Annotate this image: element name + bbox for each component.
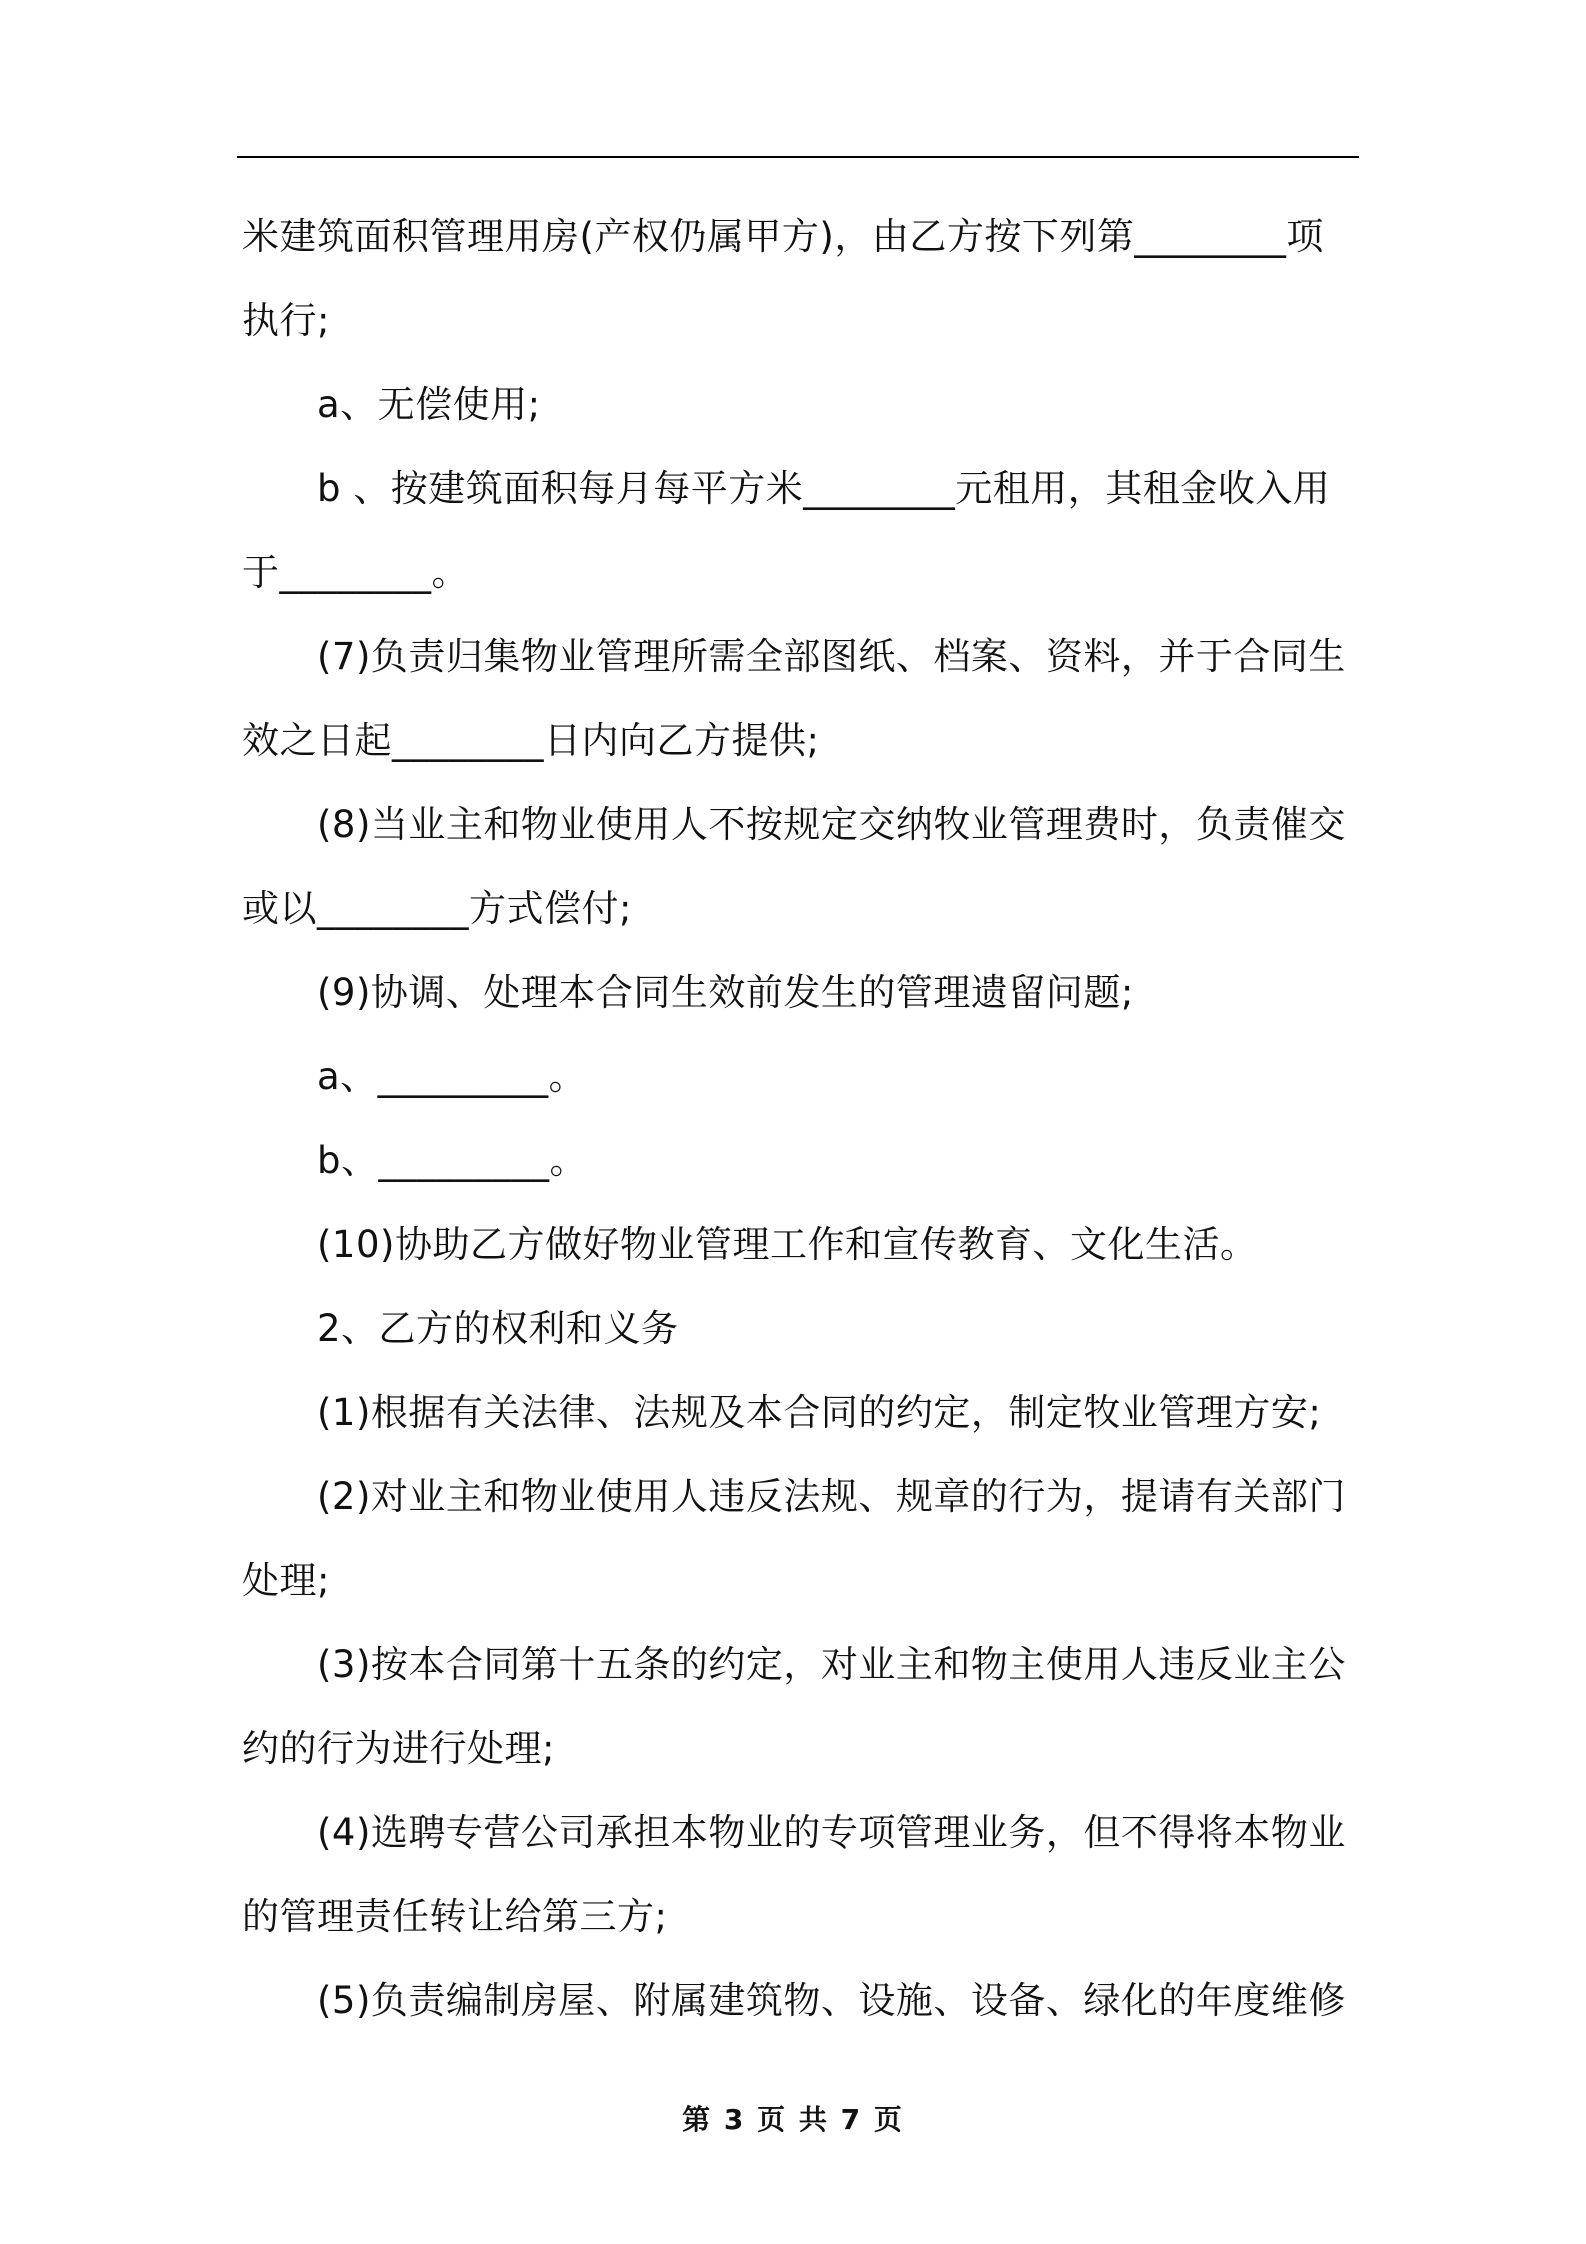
text-line: 效之日起________日内向乙方提供; — [242, 719, 820, 762]
text-line: 或以________方式偿付; — [242, 887, 632, 930]
text-line: (8)当业主和物业使用人不按规定交纳牧业管理费时，负责催交 — [317, 803, 1346, 846]
page-number-footer: 第 3 页 共 7 页 — [682, 2103, 904, 2136]
text-line: (10)协助乙方做好物业管理工作和宣传教育、文化生活。 — [317, 1223, 1258, 1266]
text-line: (2)对业主和物业使用人违反法规、规章的行为，提请有关部门 — [317, 1475, 1346, 1518]
document-body — [242, 195, 1362, 2043]
text-line: 约的行为进行处理; — [242, 1727, 555, 1770]
text-line: a、无偿使用; — [317, 383, 541, 426]
text-line: 2、乙方的权利和义务 — [317, 1307, 679, 1350]
text-line: 于________。 — [242, 551, 469, 594]
text-line: (4)选聘专营公司承担本物业的专项管理业务，但不得将本物业 — [317, 1811, 1346, 1854]
text-line: a、_________。 — [317, 1055, 587, 1098]
text-line: b 、按建筑面积每月每平方米________元租用，其租金收入用 — [317, 467, 1331, 510]
text-line: (7)负责归集物业管理所需全部图纸、档案、资料，并于合同生 — [317, 635, 1346, 678]
text-line: (1)根据有关法律、法规及本合同的约定，制定牧业管理方安; — [317, 1391, 1322, 1434]
header-rule — [237, 156, 1359, 158]
text-line: 米建筑面积管理用房(产权仍属甲方)，由乙方按下列第________项 — [242, 215, 1324, 258]
text-line: b、_________。 — [317, 1139, 587, 1182]
text-line: (5)负责编制房屋、附属建筑物、设施、设备、绿化的年度维修 — [317, 1979, 1346, 2022]
text-line: (3)按本合同第十五条的约定，对业主和物主使用人违反业主公 — [317, 1643, 1346, 1686]
text-line: 处理; — [242, 1559, 330, 1602]
text-line: 的管理责任转让给第三方; — [242, 1895, 668, 1938]
text-line: (9)协调、处理本合同生效前发生的管理遗留问题; — [317, 971, 1134, 1014]
text-line: 执行; — [242, 299, 330, 342]
